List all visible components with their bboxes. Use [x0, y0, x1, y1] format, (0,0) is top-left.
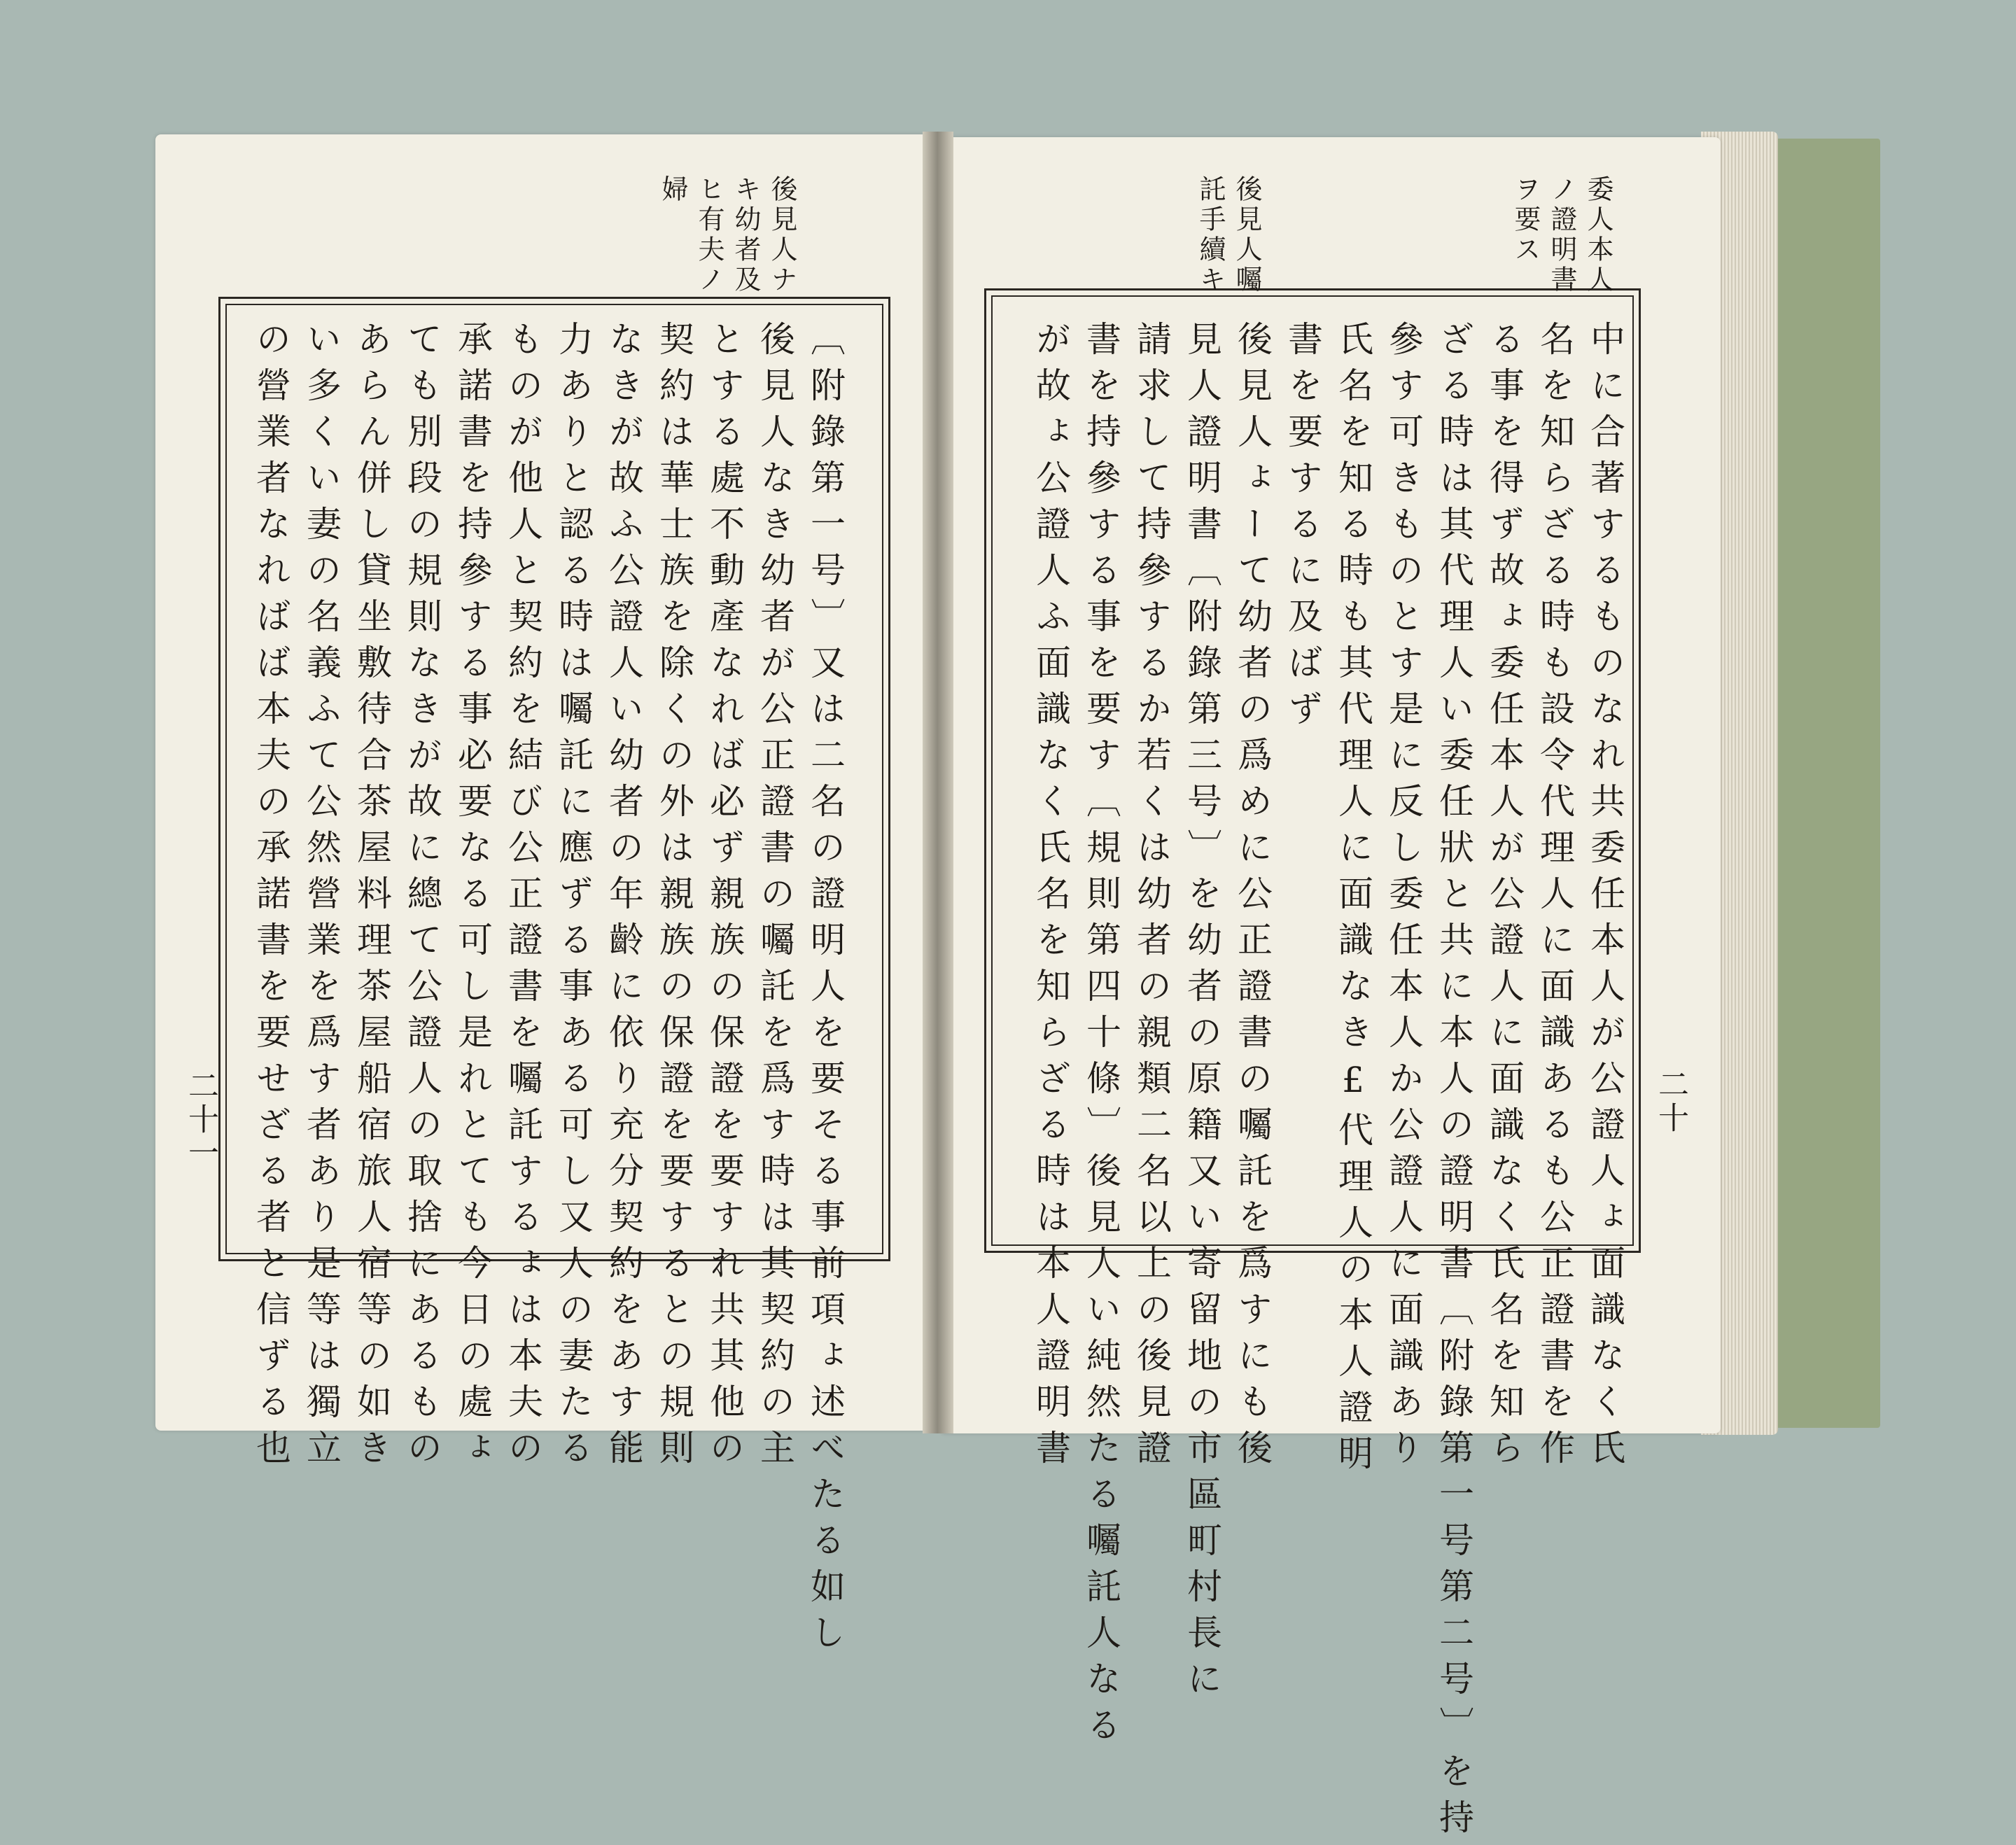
page-number: 二十一 — [183, 1069, 218, 1170]
text-column: 見人證明書〔附錄第三号〕を幼者の原籍又い寄留地の市區町村長に — [1182, 321, 1222, 1706]
text-column: の營業者なればば本夫の承諾書を要せざる者と信ずる也 — [251, 321, 291, 1475]
text-column: 契約は華士族を除くの外は親族の保證を要するとの規則 — [654, 321, 694, 1475]
right-side-note: 託手續キ — [1195, 175, 1226, 295]
text-column: い多くい妻の名義ふて公然營業を爲す者あり是等は獨立 — [301, 321, 342, 1475]
text-column: 名を知らざる時も設令代理人に面識あるも公正證書を作 — [1534, 321, 1575, 1475]
text-column: 參す可きものとす是に反し委任本人か公證人に面識あり — [1383, 321, 1424, 1475]
right-side-note: 後見人囑 — [1231, 175, 1262, 295]
text-column: ものが他人と契約を結び公正證書を囑託するょは本夫の — [503, 321, 543, 1475]
right-side-note: 委人本人 — [1583, 175, 1614, 295]
right-side-note: ノ證明書 — [1546, 175, 1577, 295]
left-side-note: 婦 — [657, 175, 688, 205]
text-column: とする處不動產なれば必ず親族の保證を要すれ共其他の — [704, 321, 745, 1475]
text-column: 後見人なき幼者が公正證書の囑託を爲す時は其契約の主 — [755, 321, 795, 1475]
text-column: あらん併し貸坐敷待合茶屋料理茶屋船宿旅人宿等の如き — [351, 321, 392, 1475]
text-column: 力ありと認る時は囑託に應ずる事ある可し又人の妻たる — [553, 321, 594, 1475]
left-side-note: 後見人ナ — [766, 175, 797, 295]
text-column: 後見人ょーて幼者の爲めに公正證書の囑託を爲すにも後 — [1232, 321, 1273, 1475]
text-column: なきが故ふ公證人い幼者の年齡に依り充分契約をあす能 — [603, 321, 644, 1475]
text-column: 請求して持參するか若くは幼者の親類二名以上の後見證 — [1131, 321, 1172, 1475]
page-number: 二十 — [1653, 1068, 1688, 1135]
text-column: が故ょ公證人ふ面識なく氏名を知らざる時は本人證明書 — [1030, 321, 1071, 1475]
text-column: 書を持參する事を要す〔規則第四十條〕後見人い純然たる囑託人なる — [1081, 321, 1121, 1753]
text-column: 〔附錄第一号〕又は二名の證明人を要そる事前項ょ述べたる如し — [805, 321, 846, 1660]
text-column: 承諾書を持參する事必要なる可し是れとても今日の處ょ — [452, 321, 493, 1475]
right-side-note: ヲ要ス — [1510, 175, 1541, 265]
text-column: ても別段の規則なきが故に總て公證人の取捨にあるもの — [402, 321, 442, 1475]
text-column: 書を要するに及ばず — [1282, 321, 1323, 736]
text-column: 氏名を知る時も其代理人に面識なき£代理人の本人證明 — [1333, 321, 1373, 1481]
book-gutter — [923, 132, 953, 1433]
left-side-note: ヒ有夫ノ — [694, 175, 724, 295]
left-side-note: キ幼者及 — [730, 175, 761, 295]
text-column: る事を得ず故ょ委任本人が公證人に面識なく氏名を知ら — [1484, 321, 1525, 1475]
text-column: ざる時は其代理人い委任狀と共に本人の證明書〔附錄第一号第二号〕を持 — [1434, 321, 1474, 1845]
text-column: 中に合著するものなれ共委任本人が公證人ょ面識なく氏 — [1585, 321, 1625, 1475]
